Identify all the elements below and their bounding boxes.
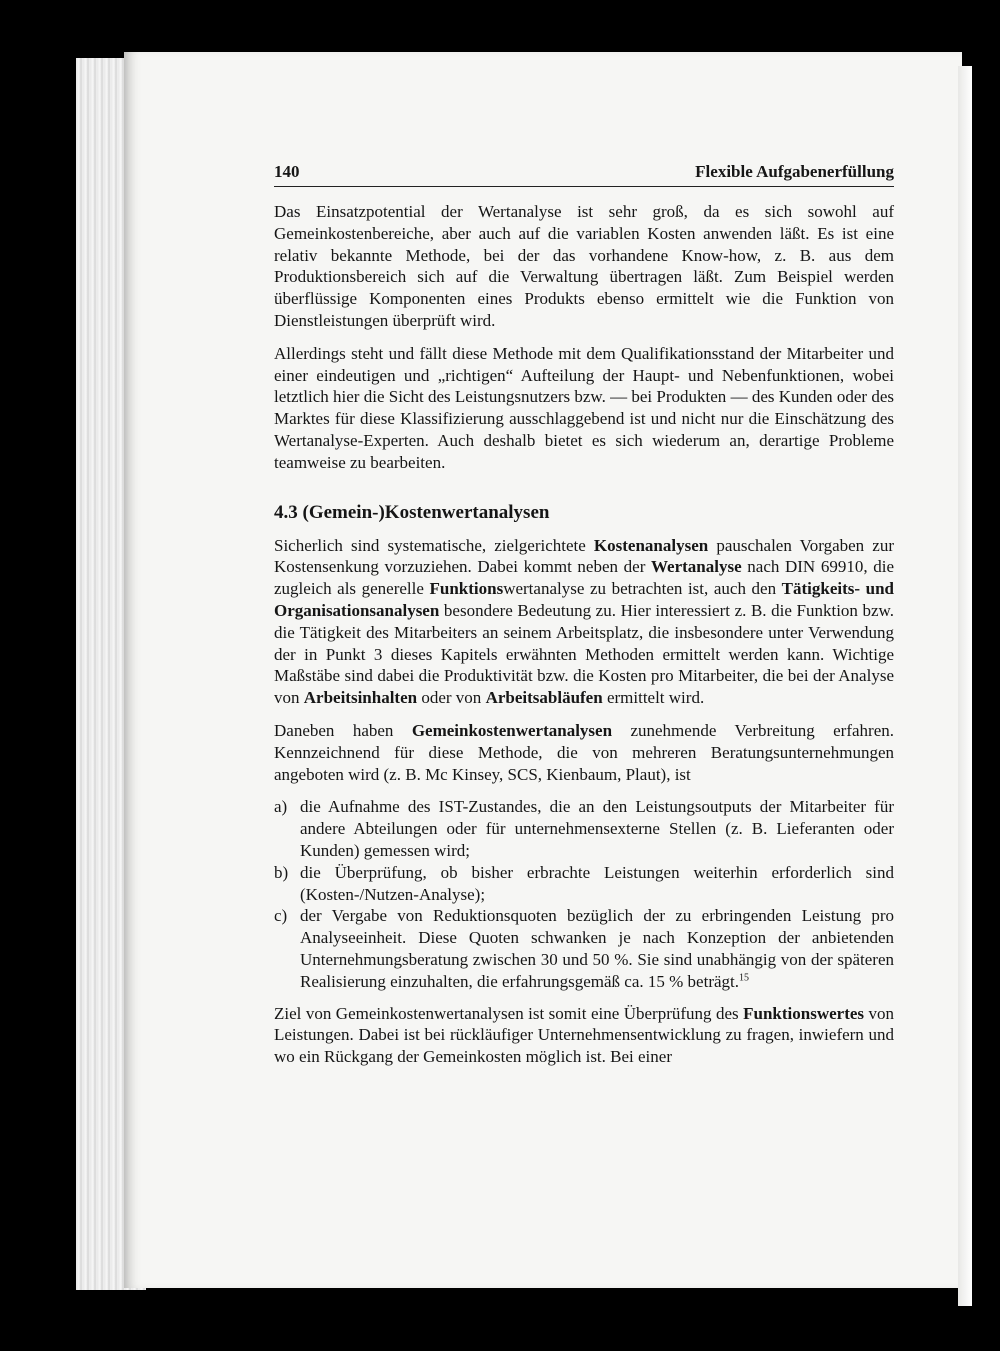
paragraph-4: Daneben haben Gemeinkostenwertanalysen zunehmende Verbreitung erfahren. Kennzeichnend für diese Methode, die von mehreren Beratungsunternehmungen angeboten wird (z. B. Mc Kinsey, SCS, Kienbaum, Plaut), ist <box>274 720 894 784</box>
list-item: c) der Vergabe von Reduktionsquoten bezüglich der zu erbringenden Leistung pro Analyseeinheit. Diese Quoten schwanken je nach Konzeption der anbietenden Unternehmungsberatung zwischen 30 und 50 %. Sie sind unabhängig von der späteren Realisierung einzuhalten, die erfahrungsgemäß ca. 15 % beträgt.$^{15}$ <box>274 906 894 991</box>
term-funktions: Funktions <box>429 579 504 599</box>
list-item: b) die Überprüfung, ob bisher erbrachte Leistungen weiterhin erforderlich sind (Kosten-/Nutzen-Analyse); <box>274 862 894 904</box>
paragraph-2: Allerdings steht und fällt diese Methode mit dem Qualifikationsstand der Mitarbeiter und einer eindeutigen und „richtigen“ Aufteilung der Haupt- und Nebenfunktionen, wobei letztlich hier die Sicht des Leistungsnutzers bzw. — bei Produkten — des Kunden oder des Marktes für diese Klassifizierung ausschlaggebend ist und nicht nur die Einschätzung des Wertanalyse-Experten. Auch deshalb bietet es sich wiederum an, derartige Probleme teamweise zu bearbeiten. <box>274 343 894 472</box>
paragraph-3: Sicherlich sind systematische, zielgerichtete Kostenanalysen pauschalen Vorgaben zur Kostensenkung vorzuziehen. Dabei kommt neben der Wertanalyse nach DIN 69910, die zugleich als generelle Funktionswertanalyse zu betrachten ist, auch den Tätigkeits- und Organisationsanalysen besondere Bedeutung zu. Hier interessiert z. B. die Funktion bzw. die Tätigkeit des Mitarbeiters an seinem Arbeitsplatz, die insbesondere unter Verwendung der in Punkt 3 dieses Kapitels erwähnten Methoden ermittelt werden kann. Wichtige Maßstäbe sind dabei die Produktivität bzw. die Kosten pro Mitarbeiter, die bei der Analyse von Arbeitsinhalten oder von Arbeitsabläufen ermittelt wird. <box>274 535 894 708</box>
paragraph-5: Ziel von Gemeinkostenwertanalysen ist somit eine Überprüfung des Funktionswertes von Leistungen. Dabei ist bei rückläufiger Unternehmensentwicklung zu fragen, inwiefern und wo ein Rückgang der Gemeinkosten möglich ist. Bei einer <box>274 1003 894 1067</box>
footnote-marker: 15 <box>739 972 749 984</box>
term-kostenanalysen: Kostenanalysen <box>593 535 709 555</box>
page-number: 140 <box>274 162 300 181</box>
term-wertanalyse: Wertanalyse <box>650 557 742 577</box>
facing-page-edge <box>958 66 972 1306</box>
term-gemeinkostenwertanalysen: Gemeinkostenwertanalysen <box>411 720 613 740</box>
paragraph-1: Das Einsatzpotential der Wertanalyse ist sehr groß, da es sich sowohl auf Gemeinkostenbereiche, aber auch auf die variablen Kosten anwenden läßt. Es ist eine relativ bekannte Methode, bei der das vorhandene Know-how, z. B. aus dem Produktionsbereich sich auf die Verwaltung übertragen läßt. Zum Beispiel werden überflüssige Komponenten eines Produkts ebenso ermittelt wie die Funktion von Dienstleistungen überprüft wird. <box>274 202 894 330</box>
page-content <box>274 161 894 1079</box>
list-item: a) die Aufnahme des IST-Zustandes, die an den Leistungsoutputs der Mitarbeiter für andere Abteilungen oder für unternehmensexterne Stellen (z. B. Lieferanten oder Kunden) gemessen wird; <box>274 797 894 860</box>
term-arbeitsinhalten: Arbeitsinhalten <box>303 688 418 708</box>
section-heading: 4.3 (Gemein-)Kostenwertanalysen <box>274 501 550 523</box>
running-head <box>274 161 894 187</box>
term-funktionswertes: Funktionswertes <box>743 1003 865 1023</box>
term-arbeitsablaeufen: Arbeitsabläufen <box>485 688 603 708</box>
term-taetigkeitsanalysen: Tätigkeits- und Organisationsanalysen <box>274 579 894 620</box>
running-title: Flexible Aufgabenerfüllung <box>695 162 894 181</box>
criteria-list <box>274 796 894 992</box>
